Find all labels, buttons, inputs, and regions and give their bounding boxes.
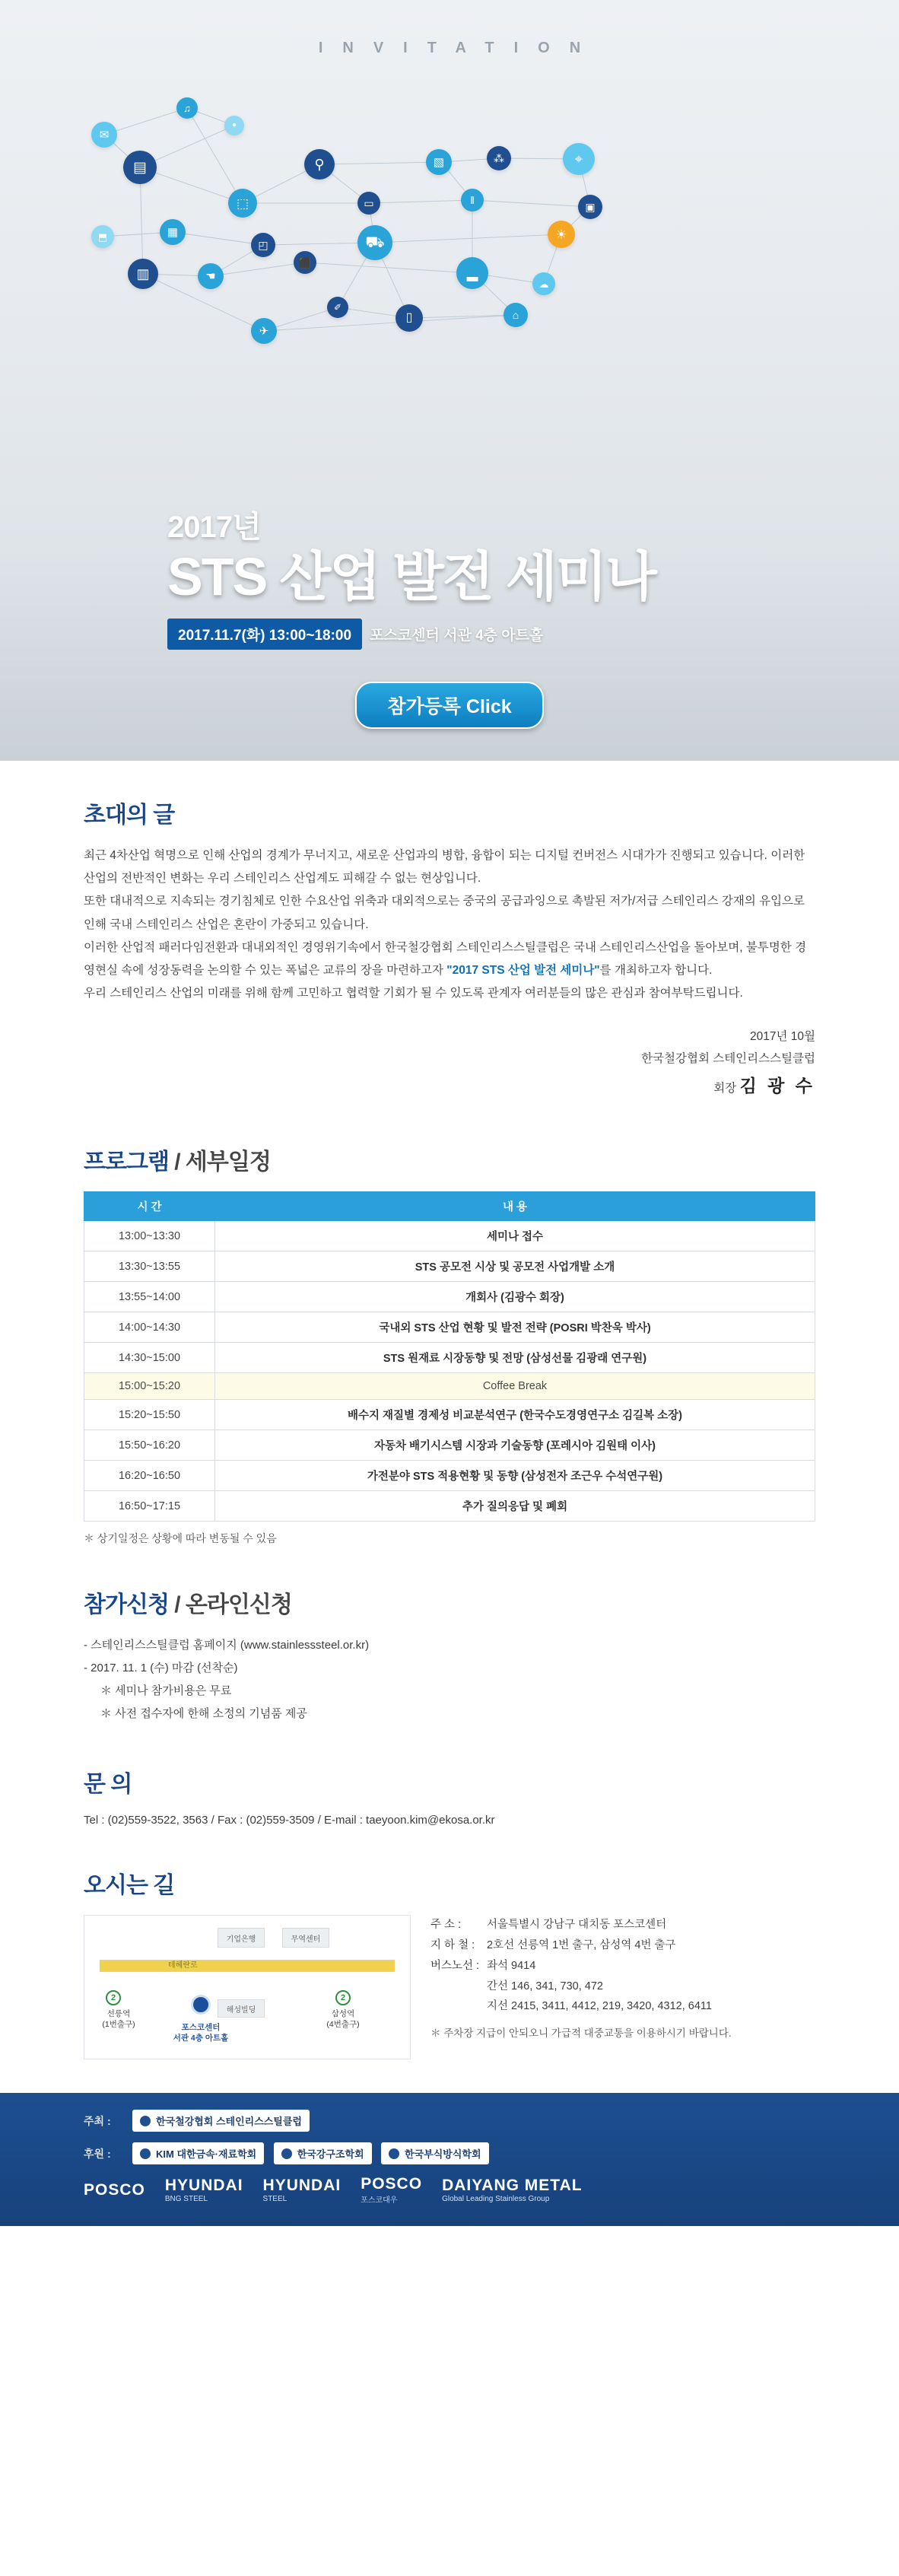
inquiry-heading: 문 의	[84, 1772, 132, 1798]
subway-line	[430, 1935, 732, 1956]
sponsor-2-icon	[389, 2148, 399, 2159]
network-node-icon: ▣	[578, 195, 602, 219]
cell-content: Coffee Break	[215, 1373, 815, 1400]
footer-sponsor-list	[132, 2142, 495, 2164]
footer-host-label: 주최 :	[84, 2114, 111, 2127]
program-heading-sub: / 세부일정	[168, 1150, 271, 1175]
list-item: ＊ 사전 접수자에 한해 소정의 기념품 제공	[100, 1707, 307, 1721]
hero-banner	[0, 0, 899, 761]
table-row	[84, 1400, 815, 1430]
apply-list	[84, 1634, 815, 1725]
register-area	[0, 682, 899, 729]
cell-content: 추가 질의응답 및 폐회	[215, 1491, 815, 1522]
footer-sponsor-1	[274, 2142, 372, 2164]
network-node-icon: ✉	[91, 122, 117, 148]
cell-content: 국내외 STS 산업 현황 및 발전 전략 (POSRI 박찬욱 박사)	[215, 1312, 815, 1343]
list-item: - 2017. 11. 1 (수) 마감 (선착순)	[84, 1662, 238, 1675]
table-row	[84, 1251, 815, 1282]
footer-sponsor-label: 후원 :	[84, 2147, 111, 2160]
map-target-line1: 포스코센터	[181, 2023, 221, 2033]
cell-time: 13:55~14:00	[84, 1282, 215, 1312]
invite-heading: 초대의 글	[84, 803, 175, 828]
map-target-label	[151, 2022, 250, 2043]
list-item: ＊ 세미나 참가비용은 무료	[100, 1684, 232, 1698]
program-heading-main: 프로그램	[84, 1150, 169, 1175]
network-node-icon: ✐	[327, 297, 348, 318]
bus-value-0: 좌석 9414	[487, 1959, 536, 1972]
map-building-trade-center: 무역센터	[282, 1928, 329, 1948]
table-row	[84, 1491, 815, 1522]
footer-host-badge	[132, 2110, 310, 2132]
map-line2-icon-right: 2	[335, 1990, 351, 2005]
bus-value-1: 간선 146, 341, 730, 472	[487, 1980, 603, 1992]
column-header-content: 내 용	[215, 1192, 815, 1221]
network-node-icon: ☁	[532, 272, 555, 295]
network-node-icon: ⌖	[563, 143, 595, 175]
address-line	[430, 1915, 732, 1935]
footer-logo: POSCO	[84, 2180, 145, 2199]
invite-paragraph-3	[84, 937, 815, 982]
signature-org: 한국철강협회 스테인리스스틸클럽	[641, 1051, 815, 1065]
sponsor-0-icon	[140, 2148, 151, 2159]
bus-value-1-row	[430, 1977, 732, 1997]
location-map	[84, 1915, 411, 2059]
program-table	[84, 1191, 815, 1522]
hero-title-block	[167, 503, 656, 650]
bus-label: 버스노선 :	[430, 1959, 480, 1972]
cell-time: 13:30~13:55	[84, 1251, 215, 1282]
network-node-icon: ●	[224, 116, 244, 135]
cell-time: 15:00~15:20	[84, 1373, 215, 1400]
hero-date-chip: 2017.11.7(화) 13:00~18:00	[167, 619, 362, 650]
network-node-icon: ▯	[395, 304, 423, 332]
network-node-icon: ☀	[548, 221, 575, 248]
register-button[interactable]: 참가등록 Click	[355, 682, 543, 729]
inquiry-line: Tel : (02)559-3522, 3563 / Fax : (02)559-3509 / E-mail : taeyoon.kim@ekosa.or.kr	[84, 1814, 495, 1827]
network-node-icon: ⬒	[91, 225, 114, 248]
footer-sponsor-row	[84, 2142, 815, 2164]
cell-content: 개회사 (김광수 회장)	[215, 1282, 815, 1312]
map-station-seolleung-name: 선릉역	[106, 2009, 131, 2019]
hero-year: 2017년	[167, 510, 261, 544]
network-node-icon: ⛟	[357, 225, 392, 260]
network-node-icon: ▭	[357, 192, 380, 215]
network-node-icon: ⌂	[504, 303, 528, 327]
signature-role: 회장	[713, 1082, 737, 1096]
address-block	[430, 1915, 732, 2043]
table-row	[84, 1312, 815, 1343]
table-row	[84, 1430, 815, 1461]
table-row	[84, 1343, 815, 1373]
cell-time: 16:20~16:50	[84, 1461, 215, 1491]
network-node-icon: ✈	[251, 318, 277, 344]
cell-content: 가전분야 STS 적용현황 및 동향 (삼성전자 조근우 수석연구원)	[215, 1461, 815, 1491]
map-building-haesung: 해성빌딩	[218, 1999, 265, 2018]
invite-paragraph-2: 또한 대내적으로 지속되는 경기침체로 인한 수요산업 위축과 대외적으로는 중국의 공급과잉으로 촉발된 저가/저급 스테인리스 강재의 유입으로 인해 국내 스테인리스 산업은 혼란이 가중되고 있습니다.	[84, 895, 805, 931]
network-node-icon: ▤	[123, 151, 157, 184]
map-station-samseong-exit: (4번출구)	[326, 2020, 360, 2030]
invite-paragraph-3-post: 를 개최하고자 합니다.	[599, 964, 713, 978]
table-row	[84, 1221, 815, 1251]
directions-heading: 오시는 길	[84, 1873, 175, 1899]
footer-logo: DAIYANG METAL Global Leading Stainless Group	[442, 2177, 583, 2204]
signature-name: 김 광 수	[739, 1076, 815, 1096]
network-graphic	[0, 76, 899, 548]
footer-sponsor-2	[381, 2142, 488, 2164]
invitation-word: INVITATION	[318, 40, 601, 56]
apply-heading	[84, 1585, 815, 1619]
map-station-samseong	[313, 2008, 373, 2030]
list-item: - 스테인리스스틸클럽 홈페이지 (www.stainlesssteel.or.kr)	[84, 1639, 370, 1652]
program-heading	[84, 1143, 815, 1176]
cell-time: 14:30~15:00	[84, 1343, 215, 1373]
footer-sponsor-1-label: 한국강구조학회	[297, 2148, 364, 2161]
footer	[0, 2093, 899, 2226]
network-node-icon: ▧	[426, 149, 452, 175]
network-node-icon: ☚	[198, 263, 224, 289]
cell-content: STS 원재료 시장동향 및 전망 (삼성선물 김광래 연구원)	[215, 1343, 815, 1373]
network-lines	[0, 76, 899, 548]
hero-meta	[167, 619, 656, 650]
hero-title: STS 산업 발전 세미나	[167, 546, 656, 606]
footer-sponsor-0	[132, 2142, 264, 2164]
footer-host-row	[84, 2110, 815, 2132]
footer-sponsor-0-label: KIM 대한금속·재료학회	[156, 2148, 257, 2161]
invite-signature	[84, 1026, 815, 1104]
map-road	[100, 1960, 395, 1972]
cell-time: 13:00~13:30	[84, 1221, 215, 1251]
network-node-icon: ▥	[128, 259, 158, 289]
footer-sponsor-2-label: 한국부식방식학회	[405, 2148, 481, 2161]
invite-paragraph-1: 최근 4차산업 혁명으로 인해 산업의 경계가 무너지고, 새로운 산업과의 병합, 융합이 되는 디지털 컨버전스 시대가가 진행되고 있습니다. 이러한 산업의 전반적인 변화는 우리 스테인리스 산업계도 피해갈 수 없는 현상입니다.	[84, 849, 805, 886]
apply-heading-sub: / 온라인신청	[168, 1592, 292, 1618]
map-road-label: 테헤란로	[168, 1961, 198, 1970]
table-header-row	[84, 1192, 815, 1221]
map-station-samseong-name: 삼성역	[331, 2009, 355, 2019]
subway-label: 지 하 철 :	[430, 1938, 475, 1951]
network-node-icon: ⁂	[487, 146, 511, 170]
bus-line	[430, 1956, 732, 1977]
cell-time: 14:00~14:30	[84, 1312, 215, 1343]
map-line2-icon-left: 2	[106, 1990, 121, 2005]
bus-value-2-row	[430, 1996, 732, 2017]
map-station-seolleung-exit: (1번출구)	[102, 2020, 135, 2030]
table-row	[84, 1461, 815, 1491]
cell-content: STS 공모전 시상 및 공모전 사업개발 소개	[215, 1251, 815, 1282]
table-row	[84, 1373, 815, 1400]
network-node-icon: ♫	[176, 97, 198, 119]
map-target-line2: 서관 4층 아트홀	[173, 2034, 229, 2043]
map-station-seolleung	[92, 2008, 145, 2030]
footer-logo: POSCO 포스코대우	[361, 2175, 423, 2206]
subway-value: 2호선 선릉역 1번 출구, 삼성역 4번 출구	[487, 1938, 676, 1951]
footer-logo-row	[84, 2175, 815, 2205]
footer-host-name: 한국철강협회 스테인리스스틸클럽	[156, 2116, 302, 2128]
cell-time: 15:20~15:50	[84, 1400, 215, 1430]
program-note: ＊ 상기일정은 상황에 따라 변동될 수 있음	[84, 1532, 277, 1545]
cell-time: 15:50~16:20	[84, 1430, 215, 1461]
directions-row	[84, 1915, 815, 2059]
network-node-icon: ‖	[461, 189, 484, 211]
hero-venue: 포스코센터 서관 4층 아트홀	[370, 628, 544, 644]
network-node-icon: ▂	[456, 257, 488, 289]
signature-person	[84, 1070, 815, 1103]
network-node-icon: ⚲	[304, 149, 335, 180]
network-node-icon: ◰	[251, 233, 275, 257]
map-building-ibk: 기업은행	[218, 1928, 265, 1948]
map-pin-posco-center	[191, 1995, 211, 2015]
table-row	[84, 1282, 815, 1312]
address-value: 서울특별시 강남구 대치동 포스코센터	[487, 1919, 667, 1932]
cell-content: 배수지 재질별 경제성 비교분석연구 (한국수도경영연구소 김길복 소장)	[215, 1400, 815, 1430]
signature-date: 2017년 10월	[750, 1029, 815, 1043]
apply-heading-main: 참가신청	[84, 1592, 169, 1618]
parking-note: ＊ 주차장 지급이 안되오니 가급적 대중교통을 이용하시기 바랍니다.	[430, 2027, 732, 2040]
footer-logo: HYUNDAI STEEL	[262, 2177, 341, 2204]
address-label: 주 소 :	[430, 1919, 462, 1932]
cell-content: 세미나 접수	[215, 1221, 815, 1251]
cell-time: 16:50~17:15	[84, 1491, 215, 1522]
network-node-icon: ⬚	[228, 189, 257, 218]
invite-seminar-highlight: "2017 STS 산업 발전 세미나"	[446, 964, 600, 978]
cell-content: 자동차 배기시스템 시장과 기술동향 (포레시아 김원태 이사)	[215, 1430, 815, 1461]
invite-paragraph-3-pre: 이러한 산업적 패러다임전환과 대내외적인 경영위기속에서 한국철강협회 스테인리스스틸클럽은 국내 스테인리스산업을 돌아보며, 불투명한 경영현실 속에 성장동력을 논의할 수 있는 폭넓은 교류의 장을 마련하고자	[84, 940, 807, 978]
footer-logo: HYUNDAI BNG STEEL	[164, 2177, 243, 2204]
invite-paragraph-4: 우리 스테인리스 산업의 미래를 위해 함께 고민하고 협력할 기회가 될 수 있도록 관계자 여러분들의 많은 관심과 참여부탁드립니다.	[84, 987, 743, 1000]
sponsor-1-icon	[281, 2148, 292, 2159]
invite-body	[84, 844, 815, 1006]
column-header-time: 시 간	[84, 1192, 215, 1221]
host-logo-icon	[140, 2116, 151, 2126]
network-node-icon: ▦	[160, 219, 186, 245]
network-node-icon: ⬛	[294, 251, 316, 274]
content-area	[0, 761, 899, 2059]
bus-value-2: 지선 2415, 3411, 4412, 219, 3420, 4312, 6411	[487, 2000, 712, 2013]
